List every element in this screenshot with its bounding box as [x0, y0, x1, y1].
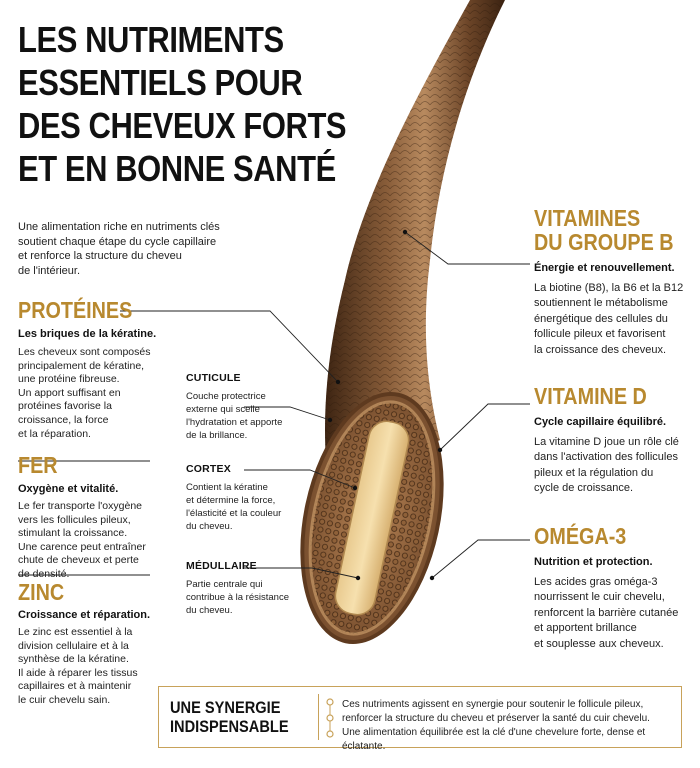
vitamines-b-subtitle: Énergie et renouvellement.	[534, 262, 675, 274]
vitamines-b-heading: DU GROUPE B	[534, 229, 674, 255]
synergy-title-line: INDISPENSABLE	[170, 717, 289, 736]
synergy-line: renforcer la structure du cheveu et préserver la santé du cuir chevelu.	[342, 713, 650, 724]
section-vitamines-b	[534, 206, 699, 358]
omega3-heading: OMÉGA-3	[534, 523, 627, 549]
synergy-line: Ces nutriments agissent en synergie pour soutenir le follicule pileux,	[342, 699, 644, 710]
body-line: follicule pileux et favorisent	[534, 328, 666, 341]
body-line: une protéine fibreuse.	[18, 373, 120, 386]
body-line: protéines favorise la	[18, 400, 112, 413]
body-line: Le zinc est essentiel à la	[18, 626, 133, 638]
synergy-text	[342, 698, 682, 754]
cortex-label: CORTEX	[186, 463, 231, 475]
body-line: synthèse de la kératine.	[18, 653, 129, 666]
synergy-bullet-icons	[324, 698, 336, 740]
body-line: Il aide à réparer les tissus	[18, 666, 138, 679]
medullaire-label: MÉDULLAIRE	[186, 560, 257, 572]
zinc-heading: ZINC	[18, 579, 65, 605]
body-line: de la brillance.	[186, 430, 248, 441]
body-line: croissance, la force	[18, 413, 109, 426]
body-line: et souplesse aux cheveux.	[534, 637, 664, 650]
body-line: la croissance des cheveux.	[534, 343, 667, 356]
intro-line: et renforce la structure du cheveu	[18, 250, 182, 262]
synergy-line: Une alimentation équilibrée est la clé d'une chevelure forte, dense et éclatante.	[342, 727, 646, 752]
omega3-subtitle: Nutrition et protection.	[534, 556, 653, 568]
body-line: renforcent la barrière cutanée	[534, 606, 679, 619]
label-cuticule	[186, 372, 316, 442]
page-title	[18, 18, 347, 190]
title-line: LES NUTRIMENTS	[18, 19, 284, 60]
section-fer	[18, 453, 178, 582]
body-line: Un apport suffisant en	[18, 386, 121, 399]
proteines-subtitle: Les briques de la kératine.	[18, 328, 157, 340]
intro-line: Une alimentation riche en nutriments clés	[18, 221, 220, 233]
section-zinc	[18, 580, 178, 708]
body-line: nourrissent le cuir chevelu,	[534, 591, 665, 604]
body-line: contribue à la résistance	[186, 592, 289, 603]
body-line: La biotine (B8), la B6 et la B12	[534, 282, 684, 294]
fer-subtitle: Oxygène et vitalité.	[18, 483, 119, 495]
omega3-body	[534, 575, 699, 652]
vitamine-d-heading: VITAMINE D	[534, 383, 647, 409]
synergy-divider	[318, 694, 319, 740]
body-line: l'hydratation et apporte	[186, 417, 283, 428]
body-line: Couche protectrice	[186, 391, 266, 402]
section-omega3	[534, 524, 699, 652]
body-line: et la réparation.	[18, 427, 91, 440]
body-line: du cheveu.	[186, 521, 233, 532]
vitamine-d-subtitle: Cycle capillaire équilibré.	[534, 416, 667, 428]
medullaire-body	[186, 578, 316, 617]
body-line: principalement de kératine,	[18, 359, 145, 372]
body-line: dans l'activation des follicules	[534, 451, 678, 464]
body-line: La vitamine D joue un rôle clé	[534, 436, 679, 448]
body-line: du cheveu.	[186, 605, 233, 616]
body-line: capillaires et à maintenir	[18, 680, 132, 693]
body-line: Le fer transporte l'oxygène	[18, 500, 142, 512]
body-line: cycle de croissance.	[534, 482, 634, 495]
section-vitamine-d	[534, 384, 699, 497]
intro-line: de l'intérieur.	[18, 264, 81, 277]
vitamines-b-body	[534, 281, 699, 358]
synergy-title	[170, 698, 289, 736]
body-line: et apportent brillance	[534, 622, 637, 635]
cuticule-label: CUTICULE	[186, 372, 241, 384]
vitamine-d-body	[534, 435, 699, 497]
body-line: externe qui scelle	[186, 404, 260, 415]
title-line: ESSENTIELS POUR	[18, 62, 303, 103]
zinc-body	[18, 626, 178, 708]
body-line: vers les follicules pileux,	[18, 513, 131, 526]
body-line: le cuir chevelu sain.	[18, 693, 111, 706]
fer-body	[18, 500, 178, 582]
body-line: l'élasticité et la couleur	[186, 508, 282, 519]
body-line: division cellulaire et à la	[18, 639, 129, 652]
zinc-subtitle: Croissance et réparation.	[18, 609, 151, 621]
body-line: Contient la kératine	[186, 482, 268, 493]
cuticule-body	[186, 390, 316, 442]
title-line: ET EN BONNE SANTÉ	[18, 148, 336, 189]
intro-text	[18, 220, 248, 278]
cortex-body	[186, 481, 316, 533]
label-cortex	[186, 463, 316, 533]
intro-line: soutient chaque étape du cycle capillaire	[18, 235, 217, 248]
body-line: Les cheveux sont composés	[18, 346, 151, 358]
body-line: stimulant la croissance.	[18, 527, 128, 540]
label-medullaire	[186, 560, 316, 617]
body-line: et détermine la force,	[186, 495, 276, 506]
body-line: Les acides gras oméga-3	[534, 576, 658, 588]
synergy-title-line: UNE SYNERGIE	[170, 698, 281, 717]
vitamines-b-heading: VITAMINES	[534, 205, 641, 231]
body-line: Une carence peut entraîner	[18, 540, 146, 553]
body-line: pileux et la régulation du	[534, 466, 654, 479]
body-line: de densité.	[18, 567, 70, 580]
body-line: soutiennent le métabolisme	[534, 297, 668, 310]
body-line: énergétique des cellules du	[534, 312, 668, 325]
body-line: Partie centrale qui	[186, 579, 263, 590]
proteines-heading: PROTÉINES	[18, 297, 133, 323]
fer-heading: FER	[18, 452, 58, 478]
title-line: DES CHEVEUX FORTS	[18, 105, 347, 146]
body-line: chute de cheveux et perte	[18, 554, 139, 567]
